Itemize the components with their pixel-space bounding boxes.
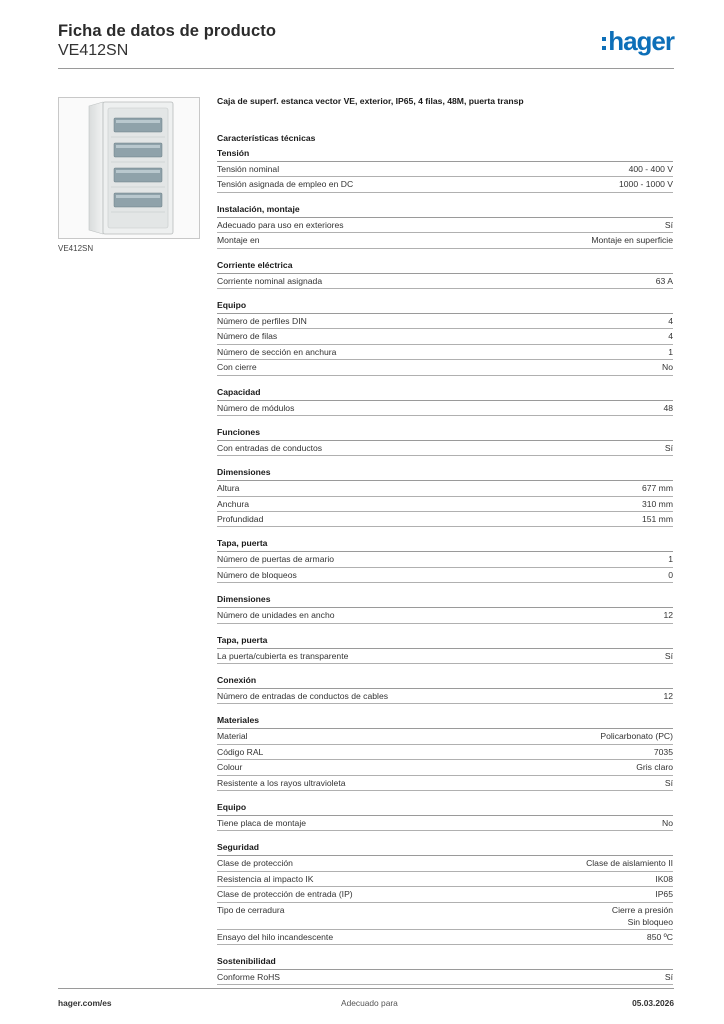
group-title: Equipo [217,802,673,816]
spec-row [217,497,673,512]
spec-group [217,538,673,583]
page-footer [58,988,674,1013]
spec-value: 0 [668,569,673,580]
spec-label: Adecuado para uso en exteriores [217,219,344,230]
spec-row [217,887,673,902]
spec-row [217,512,673,527]
spec-label: Resistente a los rayos ultravioleta [217,777,346,788]
spec-row [217,401,673,416]
spec-value: 48 [663,402,673,413]
section-title: Características técnicas [217,133,316,143]
spec-label: Número de sección en anchura [217,346,337,357]
image-caption: VE412SN [58,244,94,253]
product-image [58,97,200,239]
group-title: Instalación, montaje [217,204,673,218]
group-title: Equipo [217,300,673,314]
group-title: Dimensiones [217,467,673,481]
spec-group [217,467,673,527]
spec-row [217,689,673,704]
spec-label: Ensayo del hilo incandescente [217,931,334,942]
spec-value: 12 [663,610,673,621]
spec-row [217,481,673,496]
spec-content [217,95,673,985]
spec-value: Montaje en superficie [591,235,673,246]
spec-row [217,314,673,329]
spec-value: 12 [663,691,673,702]
group-title: Materiales [217,715,673,729]
spec-label: Tensión nominal [217,164,280,174]
spec-label: Código RAL [217,746,264,757]
spec-label: Material [217,731,248,742]
spec-label: Número de perfiles DIN [217,315,307,326]
spec-label: Corriente nominal asignada [217,275,323,286]
footer-note: Adecuado para [341,998,398,1008]
group-title: Sostenibilidad [217,956,673,970]
spec-label: Montaje en [217,235,260,246]
spec-row [217,776,673,791]
spec-label: Número de unidades en ancho [217,610,335,621]
spec-row [217,856,673,871]
spec-row [217,329,673,344]
spec-row [217,552,673,567]
spec-value: Sí [664,650,673,661]
spec-label: Número de filas [217,331,278,342]
spec-label: Con cierre [217,362,257,373]
spec-group [217,387,673,416]
spec-label: La puerta/cubierta es transparente [217,650,349,661]
spec-label: Número de puertas de armario [217,554,335,565]
spec-value: Clase de aislamiento II [586,858,673,869]
spec-value: Sí [664,219,673,230]
spec-label: Altura [217,483,240,494]
spec-label: Profundidad [217,514,264,525]
spec-row [217,970,673,985]
logo-colon-icon [602,37,606,50]
group-title: Capacidad [217,387,673,401]
spec-label: Conforme RoHS [217,971,281,982]
spec-value: 677 mm [641,483,673,494]
spec-row [217,218,673,233]
spec-value: IK08 [655,873,673,884]
spec-value-line: Cierre a presión [611,904,673,915]
group-title: Funciones [217,427,673,441]
spec-group [217,675,673,704]
spec-value-line: Sin bloqueo [627,916,673,927]
spec-group [217,956,673,985]
spec-value: 7035 [653,746,673,757]
spec-group [217,635,673,664]
document-title: Ficha de datos de producto [58,22,277,40]
spec-row [217,930,673,945]
spec-label: Resistencia al impacto IK [217,873,314,884]
spec-value: 151 mm [641,514,673,525]
group-title: Tapa, puerta [217,538,673,552]
spec-value: Policarbonato (PC) [600,731,673,742]
spec-label: Clase de protección de entrada (IP) [217,889,353,900]
spec-group [217,594,673,623]
spec-row [217,608,673,623]
spec-group [217,802,673,831]
group-title: Tapa, puerta [217,635,673,649]
page-header [58,22,674,69]
product-description: Caja de superf. estanca vector VE, exterior, IP65, 4 filas, 48M, puerta transp [217,96,524,106]
spec-value: Gris claro [636,762,673,773]
enclosure-illustration [59,98,199,238]
spec-label: Número de entradas de conductos de cables [217,691,389,702]
spec-group [217,300,673,376]
spec-row [217,441,673,456]
logo-text: hager [608,26,674,56]
spec-row [217,903,673,930]
spec-row [217,745,673,760]
spec-label: Tipo de cerradura [217,904,285,915]
spec-value: 310 mm [641,498,673,509]
spec-row [217,233,673,248]
spec-value: 4 [668,331,673,342]
spec-label: Colour [217,762,243,773]
spec-value: 4 [668,315,673,326]
spec-value: 850 ºC [646,931,673,942]
spec-group [217,260,673,289]
spec-groups [217,148,673,985]
spec-row [217,760,673,775]
spec-group [217,842,673,945]
spec-value: IP65 [655,889,673,900]
group-title: Seguridad [217,842,673,856]
group-title: Tensión [217,148,673,162]
group-title: Corriente eléctrica [217,260,673,274]
spec-value: 1 [668,346,673,357]
spec-row [217,274,673,289]
spec-row [217,568,673,583]
spec-value: Sí [664,777,673,788]
spec-value: Sí [664,442,673,453]
spec-label: Número de módulos [217,402,295,413]
spec-row [217,360,673,375]
spec-value: No [662,817,673,828]
spec-label: Anchura [217,498,250,509]
product-code: VE412SN [58,42,129,59]
spec-value [612,904,673,928]
spec-row [217,729,673,744]
spec-value: 400 - 400 V [628,164,673,174]
spec-row [217,649,673,664]
spec-label: Tensión asignada de empleo en DC [217,179,354,190]
spec-label: Clase de protección [217,858,293,869]
footer-date: 05.03.2026 [632,998,674,1008]
spec-group [217,148,673,193]
spec-label: Número de bloqueos [217,569,297,580]
group-title: Conexión [217,675,673,689]
spec-label: Tiene placa de montaje [217,817,307,828]
spec-value: 63 A [655,275,673,286]
spec-value: 1000 - 1000 V [619,179,673,190]
footer-website[interactable]: hager.com/es [58,998,112,1008]
spec-label: Con entradas de conductos [217,442,323,453]
spec-group [217,715,673,791]
group-title: Dimensiones [217,594,673,608]
spec-row [217,345,673,360]
spec-group [217,427,673,456]
spec-row [217,162,673,177]
spec-row [217,872,673,887]
hager-logo [602,28,674,54]
spec-value: 1 [668,554,673,565]
spec-value: No [662,362,673,373]
spec-row [217,177,673,192]
spec-group [217,204,673,249]
spec-row [217,816,673,831]
spec-value: Sí [664,971,673,982]
